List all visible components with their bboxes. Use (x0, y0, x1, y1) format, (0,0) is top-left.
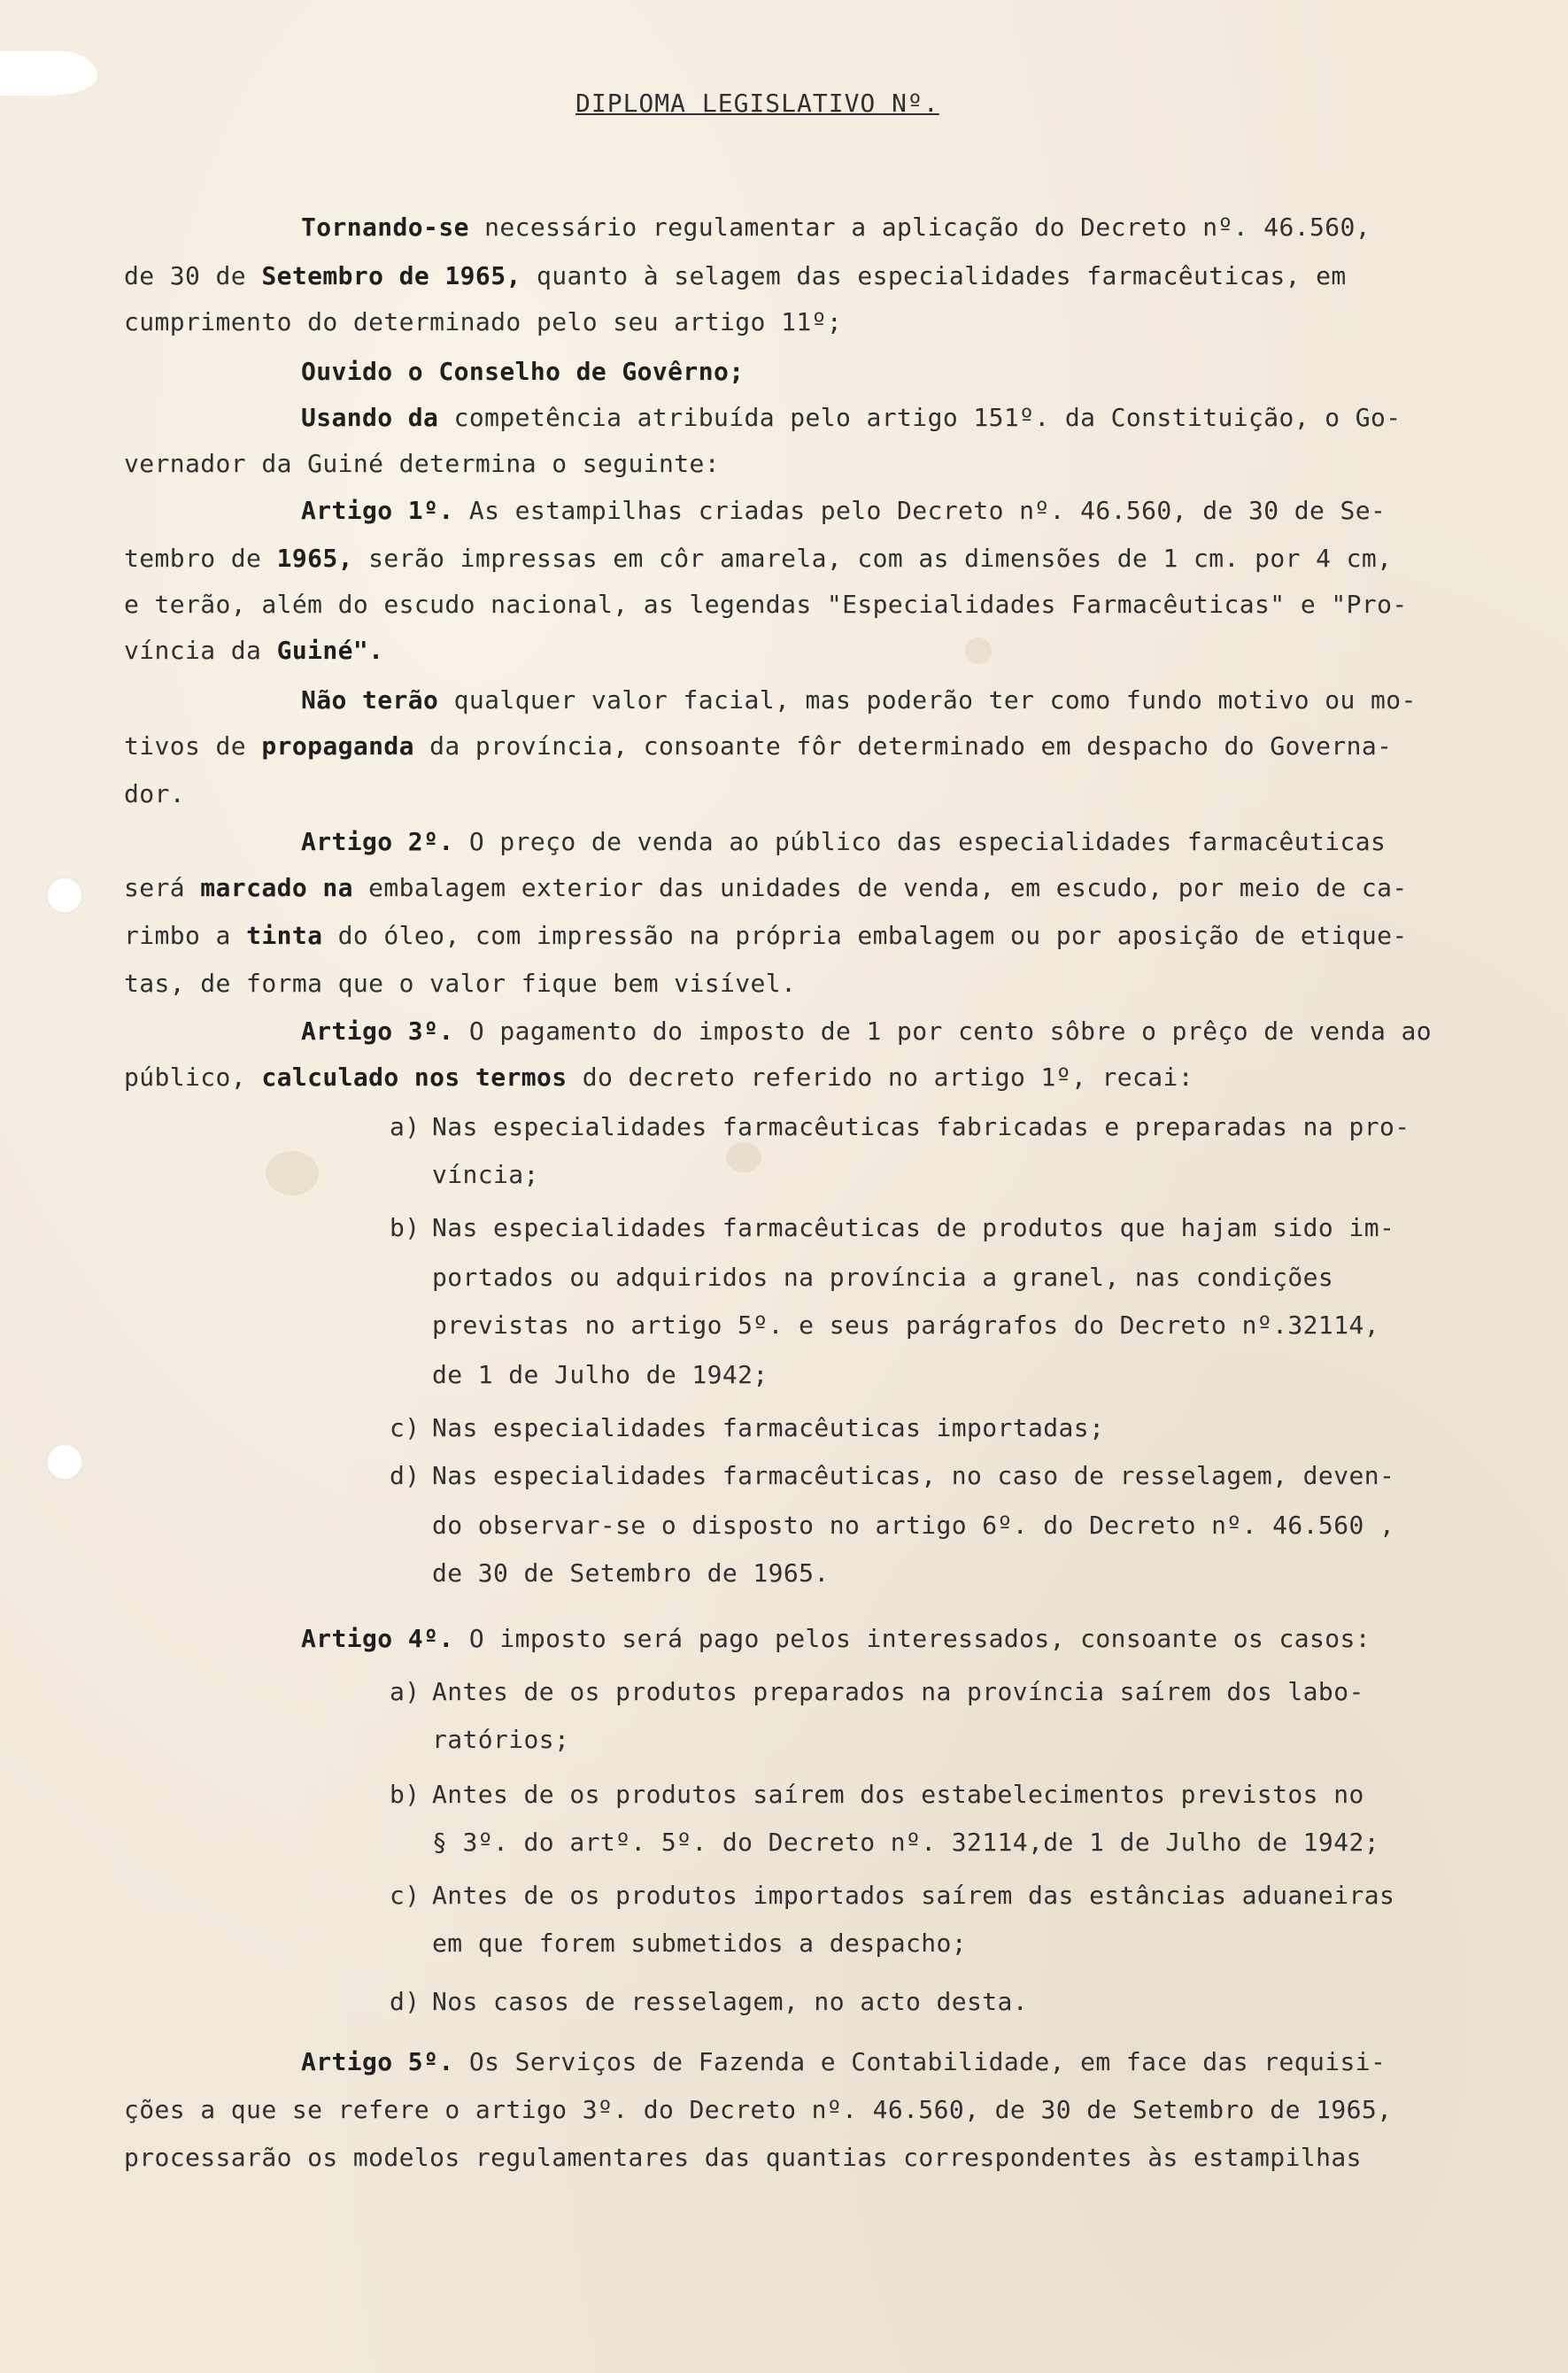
text-segment: O imposto será pago pelos interessados, consoante os casos: (453, 1624, 1371, 1653)
text-line (124, 2095, 1392, 2125)
text-segment: dor. (124, 779, 186, 808)
text-segment: O preço de venda ao público das especialidades farmacêuticas (453, 827, 1386, 856)
list-item-label: b) (390, 1780, 421, 1809)
text-segment: tas, de forma que o valor fique bem visível. (124, 969, 797, 998)
text-segment: Setembro de 1965, (261, 261, 521, 290)
text-segment: Nas especialidades farmacêuticas, no caso de resselagem, deven- (432, 1461, 1395, 1490)
text-line (301, 1016, 1432, 1047)
list-item-label: a) (390, 1112, 421, 1141)
text-line (301, 685, 1417, 715)
text-line (124, 307, 842, 337)
text-segment: Nas especialidades farmacêuticas de produtos que hajam sido im- (432, 1213, 1395, 1242)
text-segment: calculado nos termos (261, 1063, 568, 1092)
text-segment: de 30 de Setembro de 1965. (432, 1558, 830, 1588)
text-line (124, 2143, 1362, 2173)
text-segment: ções a que se refere o artigo 3º. do Decreto nº. 46.560, de 30 de Setembro de 1965, (124, 2095, 1393, 2124)
text-segment: de 1 de Julho de 1942; (432, 1360, 769, 1389)
text-segment: rimbo a (124, 921, 247, 950)
text-line (301, 496, 1386, 526)
text-segment: marcado na (200, 873, 353, 902)
punch-hole (46, 877, 83, 914)
text-line (124, 969, 796, 999)
text-line (301, 1624, 1371, 1654)
text-segment: Não terão (301, 685, 439, 715)
text-segment: será (124, 873, 201, 902)
text-line (432, 1881, 1394, 1911)
text-line (432, 1263, 1333, 1293)
list-item-label: b) (390, 1213, 421, 1242)
text-line (432, 1780, 1364, 1810)
text-segment: e terão, além do escudo nacional, as legendas "Especialidades Farmacêuticas" e "Pro- (124, 590, 1408, 619)
text-segment: tivos de (124, 731, 262, 761)
text-line (301, 403, 1402, 433)
text-segment: embalagem exterior das unidades de venda, em escudo, por meio de ca- (352, 873, 1408, 902)
text-segment: competência atribuída pelo artigo 151º. da Constituição, o Go- (438, 403, 1402, 432)
text-line (432, 1213, 1394, 1243)
text-segment: público, (124, 1063, 262, 1092)
text-line (301, 357, 744, 387)
stain (965, 638, 992, 664)
text-segment: propaganda (261, 731, 414, 761)
text-segment: qualquer valor facial, mas poderão ter como fundo motivo ou mo- (438, 685, 1417, 715)
text-segment: Artigo 5º. (301, 2047, 454, 2076)
text-segment: do decreto referido no artigo 1º, recai: (567, 1063, 1194, 1092)
list-item-label: a) (390, 1677, 421, 1706)
text-segment: da província, consoante fôr determinado em despacho do Governa- (413, 731, 1393, 761)
text-segment: de 30 de (124, 261, 262, 290)
text-segment: § 3º. do artº. 5º. do Decreto nº. 32114,de 1 de Julho de 1942; (432, 1828, 1379, 1857)
text-line (432, 1461, 1394, 1491)
text-line (432, 1677, 1364, 1707)
text-line (432, 1413, 1104, 1443)
document-title: DIPLOMA LEGISLATIVO Nº. (575, 89, 939, 118)
text-line (432, 1987, 1028, 2017)
text-line (124, 449, 720, 479)
text-segment: Artigo 1º. (301, 496, 454, 525)
list-item-label: d) (390, 1987, 421, 2016)
text-segment: Usando da (301, 403, 439, 432)
text-segment: em que forem submetidos a despacho; (432, 1929, 968, 1958)
text-line (124, 921, 1408, 951)
text-line (124, 873, 1408, 903)
text-line (432, 1360, 769, 1390)
text-segment: Nas especialidades farmacêuticas importadas; (432, 1413, 1105, 1442)
text-line (124, 779, 185, 809)
text-segment: portados ou adquiridos na província a granel, nas condições (432, 1263, 1334, 1292)
text-line (124, 1063, 1193, 1093)
text-segment: previstas no artigo 5º. e seus parágrafos do Decreto nº.32114, (432, 1310, 1379, 1340)
text-line (432, 1828, 1379, 1858)
text-segment: processarão os modelos regulamentares das quantias correspondentes às estampilhas (124, 2143, 1362, 2172)
text-segment: do óleo, com impressão na própria embalagem ou por aposição de etique- (322, 921, 1408, 950)
punch-hole (46, 1443, 83, 1480)
text-segment: serão impressas em côr amarela, com as dimensões de 1 cm. por 4 cm, (352, 544, 1393, 573)
text-line (301, 2047, 1386, 2077)
text-segment: Nas especialidades farmacêuticas fabricadas e preparadas na pro- (432, 1112, 1410, 1141)
text-line (432, 1929, 967, 1959)
text-line (124, 636, 383, 666)
text-line (432, 1558, 830, 1588)
text-segment: As estampilhas criadas pelo Decreto nº. 46.560, de 30 de Se- (453, 496, 1386, 525)
text-segment: Tornando-se (301, 213, 469, 242)
text-line (432, 1725, 569, 1755)
text-segment: tembro de (124, 544, 277, 573)
list-item-label: c) (390, 1413, 421, 1442)
text-line (432, 1310, 1379, 1341)
text-segment: Artigo 4º. (301, 1624, 454, 1653)
text-segment: víncia da (124, 636, 277, 665)
text-segment: Antes de os produtos saírem dos estabelecimentos previstos no (432, 1780, 1364, 1809)
list-item-label: c) (390, 1881, 421, 1910)
text-segment: do observar-se o disposto no artigo 6º. do Decreto nº. 46.560 , (432, 1511, 1395, 1540)
text-line (124, 261, 1347, 291)
text-segment: necessário regulamentar a aplicação do Decreto nº. 46.560, (468, 213, 1371, 242)
stain (266, 1151, 319, 1195)
text-segment: víncia; (432, 1160, 539, 1189)
text-segment: cumprimento do determinado pelo seu artigo 11º; (124, 307, 843, 336)
text-segment: Os Serviços de Fazenda e Contabilidade, em face das requisi- (453, 2047, 1386, 2076)
text-line (432, 1511, 1394, 1541)
text-line (124, 731, 1392, 761)
text-segment: ratórios; (432, 1725, 570, 1754)
text-segment: tinta (246, 921, 323, 950)
list-item-label: d) (390, 1461, 421, 1490)
stain (726, 1142, 761, 1172)
text-segment: vernador da Guiné determina o seguinte: (124, 449, 721, 478)
text-segment: Antes de os produtos importados saírem das estâncias aduaneiras (432, 1881, 1395, 1910)
text-line (432, 1112, 1410, 1142)
text-line (124, 544, 1392, 574)
text-segment: Artigo 3º. (301, 1016, 454, 1046)
text-segment: Guiné". (276, 636, 384, 665)
text-segment: 1965, (276, 544, 353, 573)
text-line (432, 1160, 539, 1190)
text-segment: O pagamento do imposto de 1 por cento sôbre o prêço de venda ao (453, 1016, 1433, 1046)
text-line (301, 213, 1371, 243)
text-segment: Artigo 2º. (301, 827, 454, 856)
torn-corner (0, 51, 97, 96)
text-segment: quanto à selagem das especialidades farmacêuticas, em (521, 261, 1347, 290)
text-segment: Nos casos de resselagem, no acto desta. (432, 1987, 1029, 2016)
text-line (301, 827, 1386, 857)
text-segment: Ouvido o Conselho de Govêrno; (301, 357, 745, 386)
text-line (124, 590, 1408, 620)
text-segment: Antes de os produtos preparados na província saírem dos labo- (432, 1677, 1364, 1706)
